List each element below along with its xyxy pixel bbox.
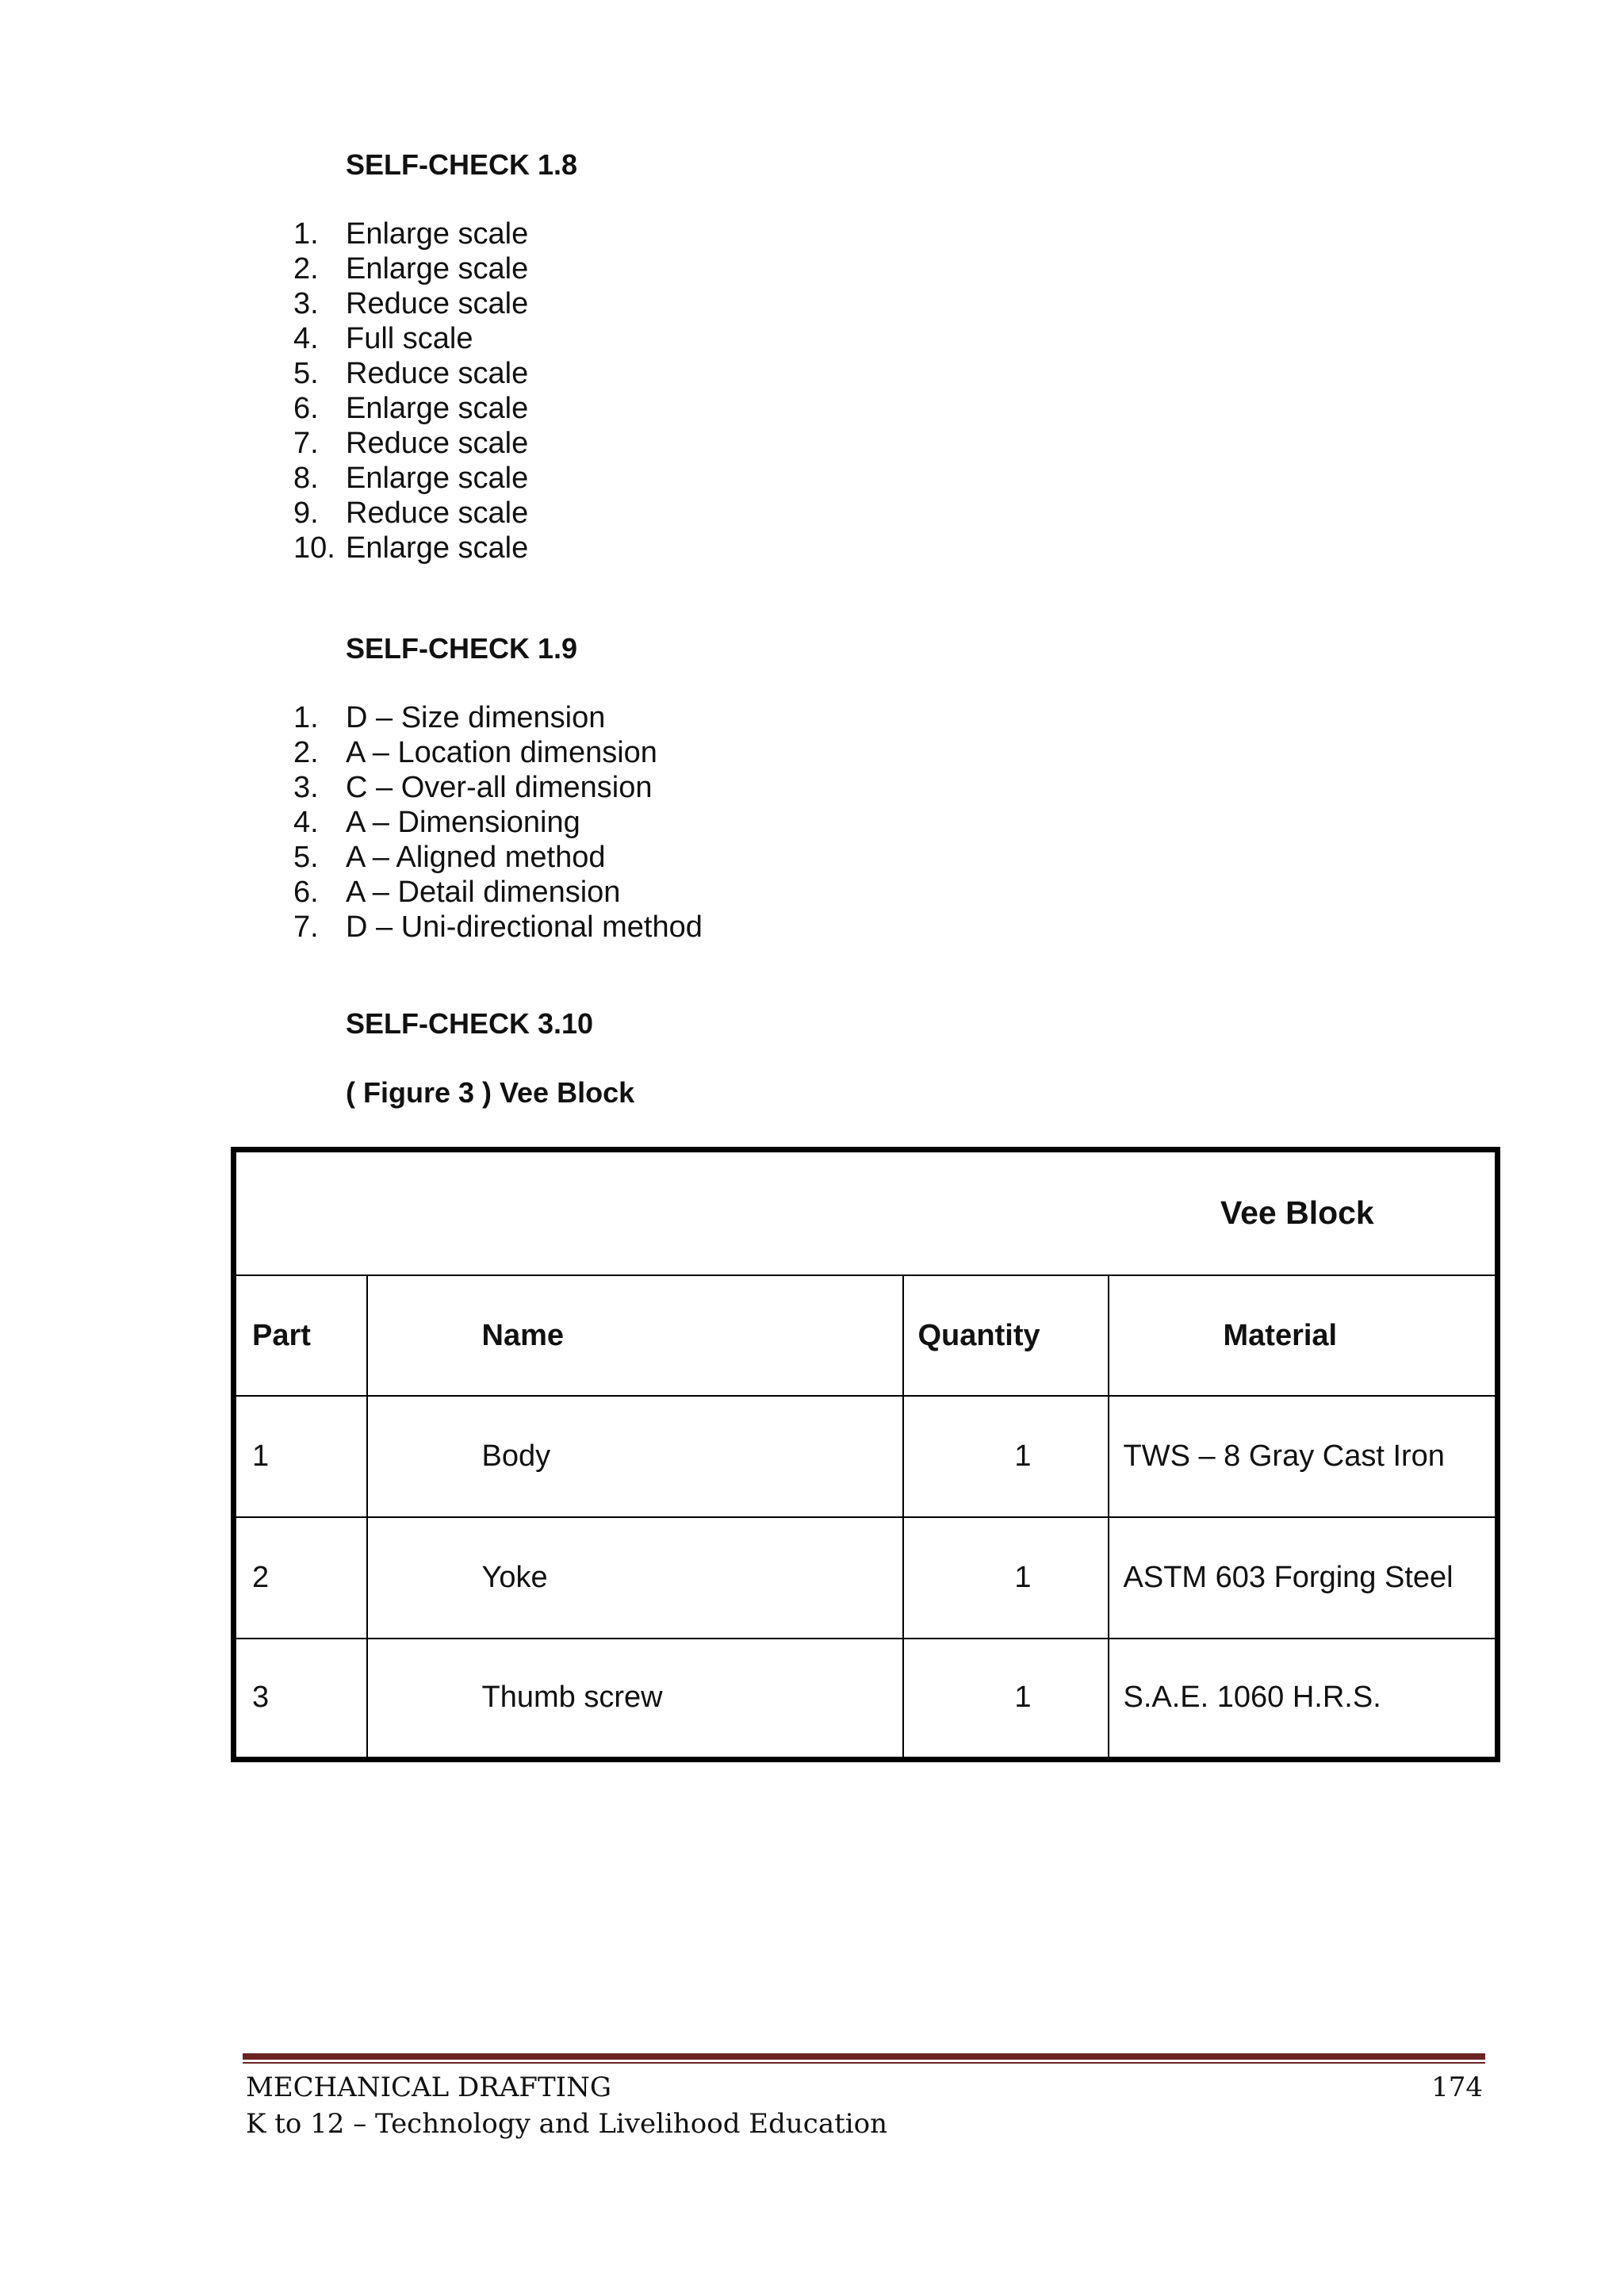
footer-program: K to 12 – Technology and Livelihood Education: [246, 2108, 887, 2140]
cell-material: TWS – 8 Gray Cast Iron: [1109, 1396, 1498, 1517]
answer-text: Enlarge scale: [346, 392, 529, 425]
footer-divider-thin: [243, 2062, 1485, 2064]
answer-number: 5.: [293, 841, 319, 874]
answer-number: 9.: [293, 496, 319, 530]
answer-text: Reduce scale: [346, 496, 529, 530]
parts-list-table: [231, 1147, 1500, 1762]
answer-text: D – Uni-directional method: [346, 910, 703, 944]
answer-text: Enlarge scale: [346, 217, 529, 251]
answer-number: 3.: [293, 287, 319, 320]
answer-number: 6.: [293, 876, 319, 909]
answer-text: A – Location dimension: [346, 736, 657, 769]
answer-text: A – Dimensioning: [346, 806, 580, 839]
cell-quantity: 1: [903, 1639, 1109, 1760]
table-row: [234, 1639, 1498, 1760]
answer-number: 3.: [293, 771, 319, 804]
footer-course-title: MECHANICAL DRAFTING: [246, 2072, 612, 2103]
answer-number: 2.: [293, 252, 319, 286]
answer-text: Reduce scale: [346, 427, 529, 460]
cell-part: 1: [234, 1396, 367, 1517]
figure-caption: ( Figure 3 ) Vee Block: [346, 1076, 635, 1109]
answer-text: Enlarge scale: [346, 531, 529, 565]
table-title-row: [234, 1150, 1498, 1275]
table-row: [234, 1517, 1498, 1639]
cell-quantity: 1: [903, 1396, 1109, 1517]
cell-part: 2: [234, 1517, 367, 1639]
answer-number: 7.: [293, 427, 319, 460]
answer-number: 1.: [293, 701, 319, 734]
table-title: Vee Block: [1220, 1194, 1374, 1232]
answer-number: 4.: [293, 322, 319, 355]
self-check-1-9-heading: SELF-CHECK 1.9: [346, 632, 578, 665]
table-header-row: [234, 1275, 1498, 1397]
answer-text: A – Detail dimension: [346, 876, 621, 909]
cell-name: Body: [367, 1396, 903, 1517]
answer-text: A – Aligned method: [346, 841, 606, 874]
answer-text: Enlarge scale: [346, 462, 529, 495]
column-header-quantity: Quantity: [903, 1275, 1109, 1397]
column-header-name: Name: [367, 1275, 903, 1397]
cell-name: Yoke: [367, 1517, 903, 1639]
answer-number: 6.: [293, 392, 319, 425]
column-header-part: Part: [234, 1275, 367, 1397]
answer-number: 8.: [293, 462, 319, 495]
table-row: [234, 1396, 1498, 1517]
answer-text: Reduce scale: [346, 287, 529, 320]
answer-text: Enlarge scale: [346, 252, 529, 286]
answer-text: D – Size dimension: [346, 701, 606, 734]
footer-divider: [243, 2053, 1485, 2060]
answer-text: Reduce scale: [346, 357, 529, 390]
self-check-3-10-heading: SELF-CHECK 3.10: [346, 1007, 594, 1040]
answer-number: 4.: [293, 806, 319, 839]
cell-name: Thumb screw: [367, 1639, 903, 1760]
answer-number: 1.: [293, 217, 319, 251]
cell-quantity: 1: [903, 1517, 1109, 1639]
column-header-material: Material: [1109, 1275, 1498, 1397]
answer-number: 10.: [293, 531, 335, 565]
cell-material: S.A.E. 1060 H.R.S.: [1109, 1639, 1498, 1760]
answer-text: Full scale: [346, 322, 473, 355]
cell-material: ASTM 603 Forging Steel: [1109, 1517, 1498, 1639]
table-title-cell: [234, 1150, 1498, 1275]
answer-number: 2.: [293, 736, 319, 769]
answer-number: 5.: [293, 357, 319, 390]
answer-number: 7.: [293, 910, 319, 944]
self-check-1-8-heading: SELF-CHECK 1.8: [346, 148, 578, 181]
answer-text: C – Over-all dimension: [346, 771, 653, 804]
page-number: 174: [1431, 2072, 1483, 2103]
cell-part: 3: [234, 1639, 367, 1760]
